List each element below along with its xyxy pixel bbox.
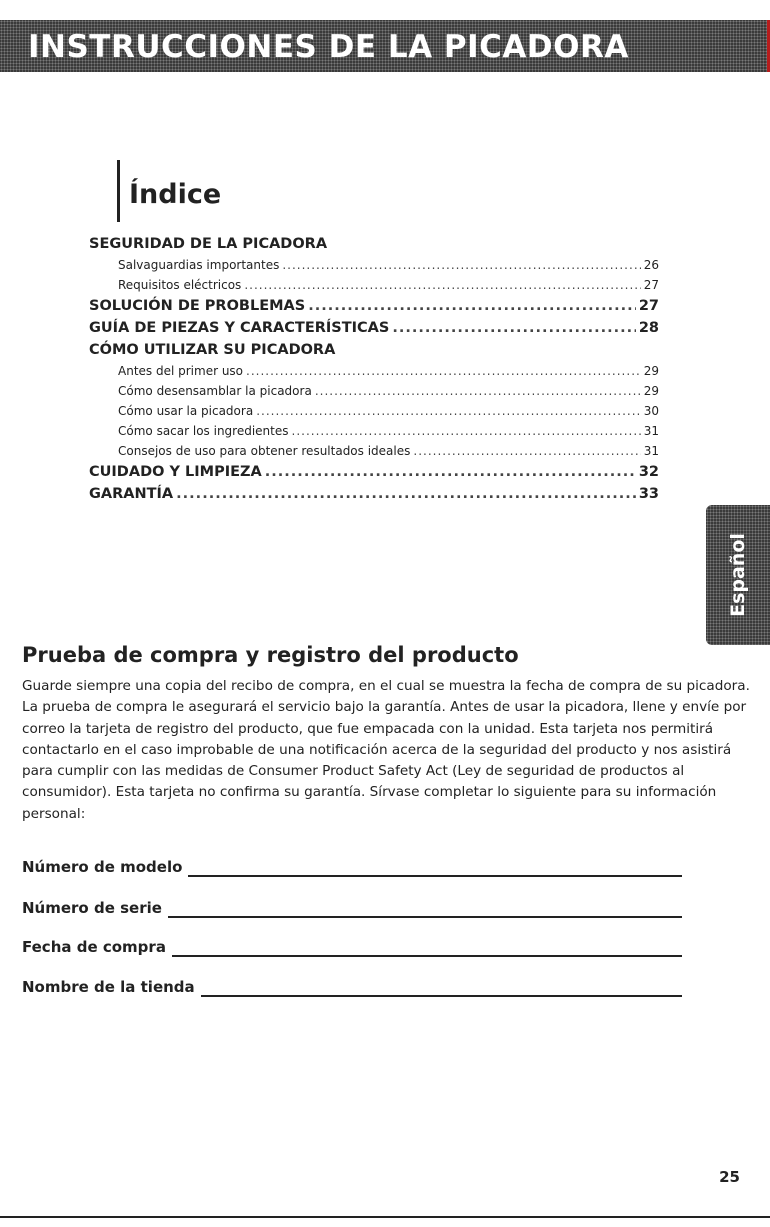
footer-rule xyxy=(0,1216,770,1218)
toc-leader-dots xyxy=(315,381,641,401)
toc-leader-dots xyxy=(413,441,640,461)
fill-in-line[interactable] xyxy=(188,859,682,877)
toc-entry-page: 33 xyxy=(638,486,659,502)
field-label: Número de modelo xyxy=(22,858,183,876)
toc-entry-label: Cómo usar la picadora xyxy=(118,404,254,418)
toc-entry-label: Cómo desensamblar la picadora xyxy=(118,384,312,398)
toc-entry[interactable] xyxy=(89,339,659,361)
toc-leader-dots xyxy=(244,275,640,295)
toc-entry-page: 31 xyxy=(643,424,659,438)
toc-leader-dots xyxy=(265,461,636,483)
toc-entry[interactable] xyxy=(89,361,659,381)
toc-entry-page: 27 xyxy=(638,298,659,314)
fill-in-line[interactable] xyxy=(168,900,682,918)
toc-leader-dots xyxy=(292,421,641,441)
toc-entry-label: Consejos de uso para obtener resultados ideales xyxy=(118,444,411,458)
toc-entry[interactable] xyxy=(89,295,659,317)
page-title: INSTRUCCIONES DE LA PICADORA xyxy=(28,29,629,65)
toc-entry-page: 29 xyxy=(643,384,659,398)
language-tab-label: Español xyxy=(727,533,749,617)
toc-entry-label: SOLUCIÓN DE PROBLEMAS xyxy=(89,298,306,314)
toc-entry[interactable] xyxy=(89,401,659,421)
toc-entry-page: 27 xyxy=(643,278,659,292)
toc-leader-dots xyxy=(308,295,636,317)
toc-entry[interactable] xyxy=(89,441,659,461)
toc-entry-page: 29 xyxy=(643,364,659,378)
toc-entry-label: CUIDADO Y LIMPIEZA xyxy=(89,464,262,480)
toc-leader-dots xyxy=(392,317,635,339)
table-of-contents xyxy=(89,233,659,505)
toc-entry-label: Cómo sacar los ingredientes xyxy=(118,424,289,438)
page-number: 25 xyxy=(719,1168,740,1186)
toc-entry[interactable] xyxy=(89,255,659,275)
field-label: Fecha de compra xyxy=(22,938,166,956)
section-heading: Prueba de compra y registro del producto xyxy=(22,643,519,667)
model-number-field[interactable] xyxy=(22,857,682,877)
toc-leader-dots xyxy=(256,401,641,421)
toc-entry-label: CÓMO UTILIZAR SU PICADORA xyxy=(89,342,336,358)
toc-entry-label: SEGURIDAD DE LA PICADORA xyxy=(89,236,328,252)
language-tab[interactable] xyxy=(706,505,770,645)
toc-entry-label: Salvaguardias importantes xyxy=(118,258,280,272)
index-heading: Índice xyxy=(129,179,222,210)
toc-entry[interactable] xyxy=(89,275,659,295)
toc-entry[interactable] xyxy=(89,233,659,255)
toc-entry-label: GUÍA DE PIEZAS Y CARACTERÍSTICAS xyxy=(89,320,390,336)
toc-entry-label: Antes del primer uso xyxy=(118,364,244,378)
field-label: Nombre de la tienda xyxy=(22,978,195,996)
toc-entry-page: 30 xyxy=(643,404,659,418)
toc-leader-dots xyxy=(282,255,640,275)
toc-leader-dots xyxy=(176,483,636,505)
toc-entry-page: 26 xyxy=(643,258,659,272)
toc-entry[interactable] xyxy=(89,317,659,339)
fill-in-line[interactable] xyxy=(172,939,682,957)
purchase-date-field[interactable] xyxy=(22,937,682,957)
toc-entry-page: 28 xyxy=(638,320,659,336)
toc-entry[interactable] xyxy=(89,421,659,441)
fill-in-line[interactable] xyxy=(201,979,682,997)
field-label: Número de serie xyxy=(22,899,162,917)
toc-entry-label: Requisitos eléctricos xyxy=(118,278,242,292)
toc-entry-page: 31 xyxy=(643,444,659,458)
serial-number-field[interactable] xyxy=(22,898,682,918)
toc-entry[interactable] xyxy=(89,381,659,401)
toc-leader-dots xyxy=(246,361,641,381)
toc-entry[interactable] xyxy=(89,461,659,483)
toc-entry-label: GARANTÍA xyxy=(89,486,174,502)
section-body: Guarde siempre una copia del recibo de compra, en el cual se muestra la fecha de compra de su picadora. La prueba de compra le asegurará el servicio bajo la garantía. Antes de usar la picadora, llene y envíe por correo la tarjeta de registro del producto, que fue empacada con la unidad. Esta tarjeta nos permitirá contactarlo en el caso improbable de una notificación acerca de la seguridad del producto y nos asistirá para cumplir con las medidas de Consumer Product Safety Act (Ley de seguridad de productos al consumidor). Esta tarjeta no confirma su garantía. Sírvase completar lo siguiente para su información personal: xyxy=(22,678,750,822)
store-name-field[interactable] xyxy=(22,977,682,997)
toc-entry[interactable] xyxy=(89,483,659,505)
index-vertical-rule xyxy=(117,160,120,222)
toc-entry-page: 32 xyxy=(638,464,659,480)
